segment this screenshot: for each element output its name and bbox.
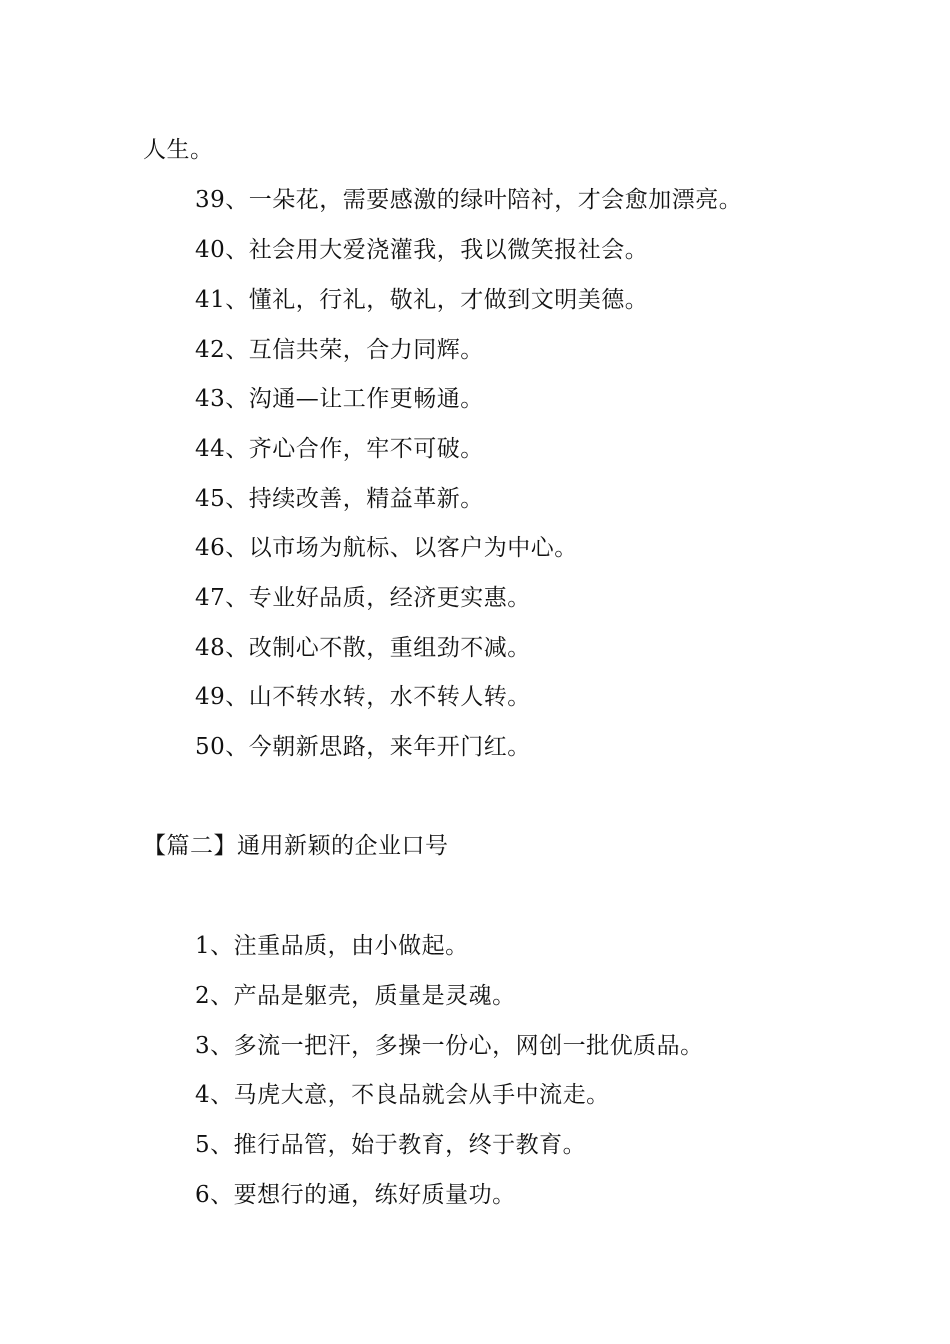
list-item: 43、沟通—让工作更畅通。 (195, 386, 484, 412)
list-item: 45、持续改善，精益革新。 (195, 486, 484, 512)
list-item: 6、要想行的通，练好质量功。 (195, 1182, 516, 1208)
section-heading: 【篇二】通用新颖的企业口号 (143, 833, 449, 859)
list-item: 50、今朝新思路，来年开门红。 (195, 734, 531, 760)
list-item: 40、社会用大爱浇灌我，我以微笑报社会。 (195, 237, 649, 263)
list-item: 39、一朵花，需要感激的绿叶陪衬，才会愈加漂亮。 (195, 187, 743, 213)
list-item: 48、改制心不散，重组劲不减。 (195, 635, 531, 661)
list-item: 47、专业好品质，经济更实惠。 (195, 585, 531, 611)
list-item: 3、多流一把汗，多操一份心，网创一批优质品。 (195, 1033, 704, 1059)
list-item: 41、懂礼，行礼，敬礼，才做到文明美德。 (195, 287, 649, 313)
list-item: 4、马虎大意，不良品就会从手中流走。 (195, 1082, 610, 1108)
list-item: 1、注重品质，由小做起。 (195, 933, 469, 959)
list-item: 44、齐心合作，牢不可破。 (195, 436, 484, 462)
continuation-text: 人生。 (143, 137, 214, 163)
list-item: 46、以市场为航标、以客户为中心。 (195, 535, 578, 561)
list-item: 5、推行品管，始于教育，终于教育。 (195, 1132, 587, 1158)
list-item: 2、产品是躯壳，质量是灵魂。 (195, 983, 516, 1009)
list-item: 49、山不转水转，水不转人转。 (195, 684, 531, 710)
list-item: 42、互信共荣，合力同辉。 (195, 337, 484, 363)
